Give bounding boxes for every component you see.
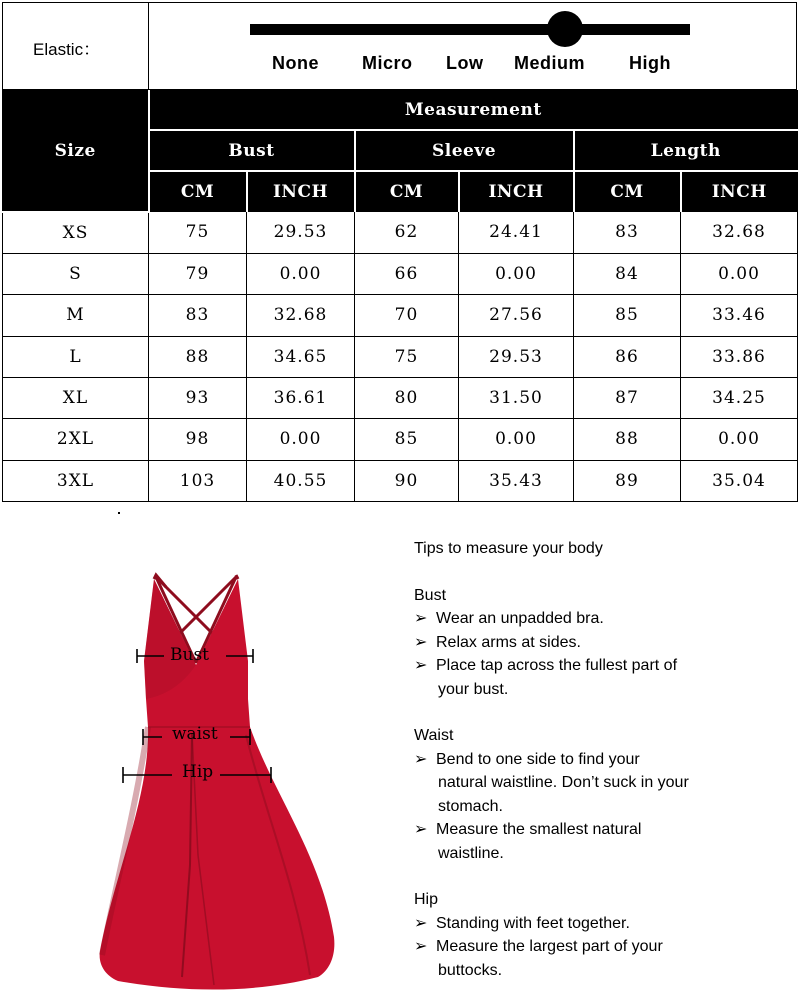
tips-bust-heading: Bust	[414, 586, 447, 604]
table-cell: 35.43	[459, 460, 574, 501]
table-cell: S	[3, 253, 149, 294]
elastic-level-micro: Micro	[362, 53, 413, 73]
arrow-bullet-icon: ➢	[414, 821, 428, 838]
table-cell: 34.65	[247, 336, 355, 377]
unit-header: INCH	[247, 171, 355, 212]
table-cell: 83	[574, 212, 681, 254]
table-cell: L	[3, 336, 149, 377]
table-cell: 85	[574, 295, 681, 336]
table-cell: 31.50	[459, 377, 574, 418]
table-cell: 33.86	[681, 336, 798, 377]
table-cell: 2XL	[3, 419, 149, 460]
elastic-level-medium: Medium	[514, 53, 586, 73]
list-item: ➢ Measure the largest part of your	[414, 935, 794, 959]
list-item: ➢ Wear an unpadded bra.	[414, 607, 794, 631]
table-cell: 70	[355, 295, 459, 336]
table-cell: XS	[3, 212, 149, 254]
table-cell: 33.46	[681, 295, 798, 336]
list-item: ➢ Relax arms at sides.	[414, 631, 794, 655]
table-cell: 98	[149, 419, 247, 460]
list-item-continued: natural waistline. Don’t suck in your	[438, 774, 689, 791]
table-cell: 36.61	[247, 377, 355, 418]
arrow-bullet-icon: ➢	[414, 657, 428, 674]
table-cell: 88	[574, 419, 681, 460]
unit-header: CM	[574, 171, 681, 212]
dress-illustration	[96, 565, 348, 997]
bust-measure-label: Bust	[170, 645, 209, 665]
table-cell: 75	[355, 336, 459, 377]
list-item: ➢ Bend to one side to find your	[414, 748, 794, 772]
arrow-bullet-icon: ➢	[414, 914, 428, 932]
arrow-bullet-icon: ➢	[414, 610, 428, 627]
table-cell: 90	[355, 460, 459, 501]
table-row	[3, 336, 798, 377]
table-cell: 89	[574, 460, 681, 501]
tips-hip-heading: Hip	[414, 891, 439, 908]
arrow-bullet-icon: ➢	[414, 750, 428, 768]
table-row	[3, 253, 798, 294]
stray-dot	[118, 512, 120, 514]
unit-header: INCH	[459, 171, 574, 212]
table-cell: 27.56	[459, 295, 574, 336]
elastic-label: Elastic：	[3, 3, 149, 91]
table-cell: 32.68	[681, 212, 798, 254]
table-cell: 84	[574, 253, 681, 294]
dress-image	[96, 565, 348, 997]
list-item-continued: stomach.	[438, 797, 503, 815]
table-cell: 75	[149, 212, 247, 254]
table-cell: 29.53	[247, 212, 355, 254]
elastic-knob	[547, 11, 583, 47]
table-cell: 29.53	[459, 336, 574, 377]
list-item-continued: waistline.	[438, 844, 504, 862]
table-cell: 24.41	[459, 212, 574, 254]
bust-header: Bust	[149, 130, 355, 171]
table-cell: 0.00	[459, 253, 574, 294]
elastic-indicator	[2, 2, 797, 90]
size-chart-table	[2, 90, 798, 502]
measuring-tips	[414, 537, 794, 982]
list-item-continued: buttocks.	[438, 961, 503, 979]
table-cell: 3XL	[3, 460, 149, 501]
table-cell: 62	[355, 212, 459, 254]
elastic-track	[250, 24, 690, 35]
table-cell: 0.00	[247, 253, 355, 294]
elastic-level-none: None	[272, 53, 319, 73]
table-cell: 87	[574, 377, 681, 418]
table-cell: 86	[574, 336, 681, 377]
table-cell: 32.68	[247, 295, 355, 336]
table-cell: 0.00	[681, 419, 798, 460]
table-cell: 93	[149, 377, 247, 418]
table-cell: 88	[149, 336, 247, 377]
table-cell: 0.00	[247, 419, 355, 460]
table-row	[3, 377, 798, 418]
arrow-bullet-icon: ➢	[414, 938, 428, 955]
table-cell: 79	[149, 253, 247, 294]
table-row	[3, 419, 798, 460]
elastic-level-high: High	[629, 53, 671, 73]
table-row	[3, 212, 798, 254]
table-cell: M	[3, 295, 149, 336]
list-item: ➢ Standing with feet together.	[414, 912, 794, 936]
size-table-body	[3, 212, 798, 502]
list-item-continued: your bust.	[438, 680, 509, 698]
unit-header: CM	[149, 171, 247, 212]
sleeve-header: Sleeve	[355, 130, 574, 171]
table-cell: 0.00	[681, 253, 798, 294]
table-cell: 85	[355, 419, 459, 460]
elastic-level-low: Low	[446, 53, 484, 73]
list-item: ➢ Measure the smallest natural	[414, 818, 794, 842]
table-cell: 80	[355, 377, 459, 418]
table-cell: 0.00	[459, 419, 574, 460]
unit-header: INCH	[681, 171, 798, 212]
length-header: Length	[574, 130, 798, 171]
waist-measure-label: waist	[172, 724, 218, 744]
table-row	[3, 295, 798, 336]
table-cell: 35.04	[681, 460, 798, 501]
table-row	[3, 460, 798, 501]
size-column-header: Size	[3, 91, 149, 212]
table-cell: 103	[149, 460, 247, 501]
hip-measure-label: Hip	[182, 762, 214, 782]
table-cell: 40.55	[247, 460, 355, 501]
table-cell: 66	[355, 253, 459, 294]
tips-waist-heading: Waist	[414, 727, 454, 744]
table-cell: 83	[149, 295, 247, 336]
tips-title: Tips to measure your body	[414, 540, 603, 557]
unit-header: CM	[355, 171, 459, 212]
list-item: ➢ Place tap across the fullest part of	[414, 654, 794, 678]
arrow-bullet-icon: ➢	[414, 633, 428, 651]
table-cell: XL	[3, 377, 149, 418]
table-cell: 34.25	[681, 377, 798, 418]
measurement-header: Measurement	[149, 91, 798, 131]
